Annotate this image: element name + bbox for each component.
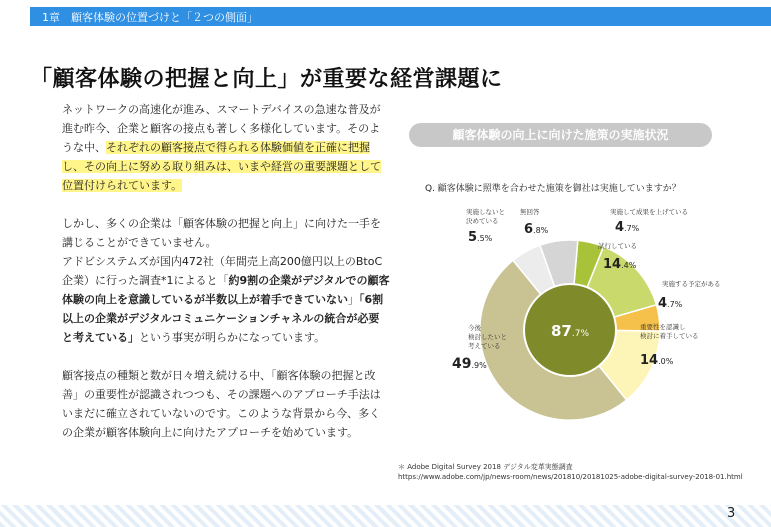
footnote-source: ＊ Adobe Digital Survey 2018 デジタル変革実態調査	[398, 463, 573, 471]
slice-category-label: 実施する予定がある	[662, 280, 721, 288]
slice-category-label: 考えている	[468, 342, 501, 350]
paragraph-2-finding-1: 約9割の企業がデジタルでの顧客体験の向上を意識しているが半数以上が着手できていない	[62, 274, 390, 306]
slice-value-label: 14.0%	[640, 353, 674, 368]
paragraph-1	[62, 100, 390, 195]
slide-title: 「顧客体験の把握と向上」が重要な経営課題に	[30, 67, 503, 92]
paragraph-1-highlight: それぞれの顧客接点で得られる体験価値を正確に把握し、その向上に努める取り組みは、いまや経営の重要課題として位置付けられています。	[62, 141, 381, 192]
inner-value: 87.7%	[550, 322, 590, 340]
footnote	[398, 462, 743, 482]
slice-category-label: 実施して成果を上げている	[610, 208, 688, 216]
slice-value-label: 5.5%	[468, 230, 493, 245]
paragraph-2-finding-2: 「6割以上の企業がデジタルコミュニケーションチャネルの統合が必要と考えている」	[62, 293, 384, 344]
chart-question: Q. 顧客体験に照準を合わせた施策を御社は実施していますか？	[425, 184, 681, 194]
paragraph-1-text: ネットワークの高速化が進み、スマートデバイスの急速な普及が進む昨今、企業と顧客の接点も著しく多様化しています。そのような中、	[62, 103, 381, 154]
paragraph-2-survey: アドビシステムズが国内472社（年間売上高200億円以上のBtoC企業）に行った調査*1によると「	[62, 255, 383, 287]
footer-stripes	[0, 505, 771, 527]
paragraph-2	[62, 214, 390, 347]
slice-value-label: 4.7%	[615, 220, 640, 235]
slice-value-label: 14.4%	[603, 257, 637, 272]
chapter-label: 1章 顧客体験の位置づけと「２つの側面」	[42, 11, 258, 24]
body-text	[62, 100, 390, 461]
slice-category-label: 試行している	[598, 242, 637, 250]
slice-category-label: 重要性を認識し	[640, 323, 686, 331]
footnote-url[interactable]: https://www.adobe.com/jp/news-room/news/201810/20181025-adobe-digital-survey-2018-01.html	[398, 473, 743, 481]
paragraph-2-bracket: 」	[348, 293, 359, 306]
slice-value-label: 4.7%	[658, 296, 683, 311]
slice-value-label: 6.8%	[524, 222, 549, 237]
page-number: 3	[727, 506, 736, 521]
chart-heading: 顧客体験の向上に向けた施策の実施状況	[409, 123, 712, 147]
pie-chart	[440, 204, 740, 464]
paragraph-2-intro: しかし、多くの企業は「顧客体験の把握と向上」に向けた一手を講じることができていません。	[62, 217, 381, 249]
slice-category-label: 無回答	[520, 208, 540, 216]
paragraph-2-tail: という事実が明らかになっています。	[139, 331, 326, 344]
slice-category-label: 決めている	[466, 217, 499, 225]
slice-category-label: 検討に着手している	[640, 332, 699, 340]
slice-category-label: 検討したいと	[468, 333, 507, 341]
slice-category-label: 今後	[468, 324, 481, 332]
slice-category-label: 実施しないと	[466, 208, 505, 216]
paragraph-3: 顧客接点の種類と数が日々増え続ける中、「顧客体験の把握と改善」の重要性が認識されつつも、その課題へのアプローチ手法はいまだに確立されていないのです。このような背景から今、多くの企業が顧客体験向上に向けたアプローチを始めています。	[62, 369, 381, 439]
slice-value-label: 49.9%	[452, 356, 487, 372]
